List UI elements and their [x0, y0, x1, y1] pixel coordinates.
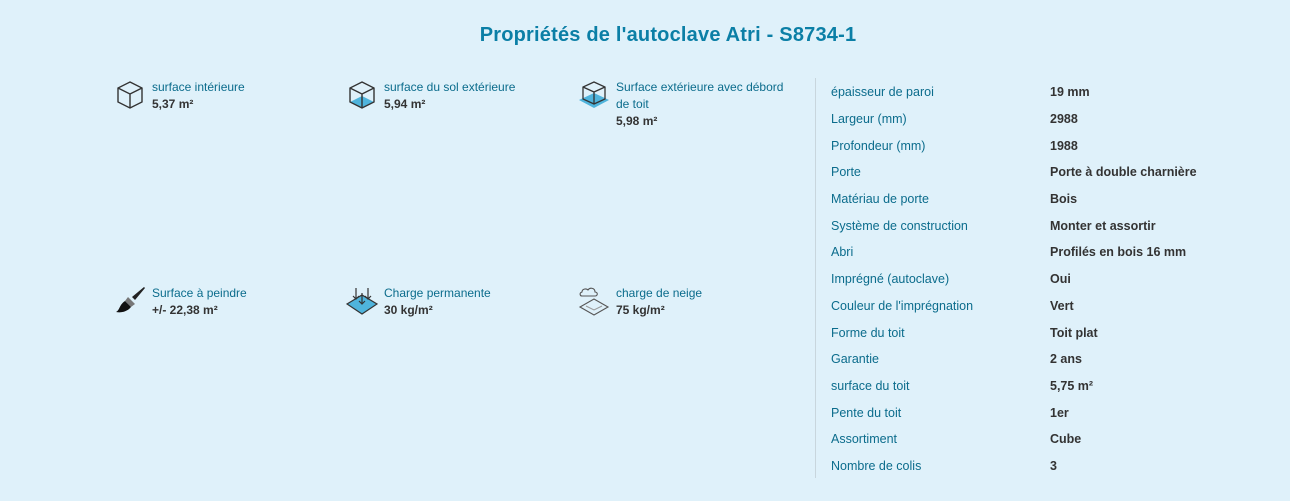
property-key: Nombre de colis: [831, 458, 922, 473]
feature-value: +/- 22,38 m²: [152, 303, 218, 317]
properties-table: [831, 79, 1197, 479]
feature-label: surface intérieure: [152, 80, 245, 94]
property-key: Garantie: [831, 352, 879, 367]
property-value: Bois: [1050, 192, 1078, 207]
property-row: [831, 346, 1197, 373]
property-key: épaisseur de paroi: [831, 85, 934, 100]
property-key: Assortiment: [831, 432, 897, 447]
property-value: Vert: [1050, 298, 1074, 313]
property-value: 1er: [1050, 405, 1069, 420]
feature-value: 75 kg/m²: [616, 303, 665, 317]
cube-icon: [114, 79, 146, 111]
feature-label: charge de neige: [616, 286, 703, 300]
paintbrush-icon: [114, 285, 146, 317]
property-row: [831, 293, 1197, 320]
column-divider: [815, 78, 816, 478]
property-row: [831, 399, 1197, 426]
property-value: Cube: [1050, 432, 1082, 447]
property-value: 2988: [1050, 112, 1078, 127]
property-key: Pente du toit: [831, 405, 902, 420]
property-value: Oui: [1050, 272, 1071, 287]
property-key: Largeur (mm): [831, 112, 907, 127]
property-key: Porte: [831, 165, 861, 180]
property-row: [831, 79, 1197, 106]
property-row: [831, 159, 1197, 186]
property-row: [831, 426, 1197, 453]
feature-value: 5,94 m²: [384, 97, 426, 111]
feature-label: Surface à peindre: [152, 286, 247, 300]
feature-label: surface du sol extérieure: [384, 80, 516, 94]
property-value: Porte à double charnière: [1050, 165, 1197, 180]
permanent-load-icon: [346, 285, 378, 317]
property-value: 5,75 m²: [1050, 378, 1094, 393]
feature-value: 30 kg/m²: [384, 303, 433, 317]
property-key: Forme du toit: [831, 325, 905, 340]
property-key: Matériau de porte: [831, 192, 929, 207]
feature-value: 5,98 m²: [616, 114, 658, 128]
feature-label: Charge permanente: [384, 286, 491, 300]
cube-floor-icon: [346, 79, 378, 111]
property-row: [831, 373, 1197, 400]
property-row: [831, 239, 1197, 266]
property-key: Profondeur (mm): [831, 138, 926, 153]
feature-permanent-load: [346, 285, 559, 319]
property-row: [831, 212, 1197, 239]
property-row: [831, 319, 1197, 346]
feature-exterior-surface-roof: [578, 79, 791, 130]
feature-value: 5,37 m²: [152, 97, 194, 111]
property-row: [831, 186, 1197, 213]
feature-interior-surface: [114, 79, 327, 113]
property-row: [831, 453, 1197, 480]
property-value: Toit plat: [1050, 325, 1098, 340]
property-key: surface du toit: [831, 378, 910, 393]
feature-snow-load: [578, 285, 791, 319]
snow-load-icon: [578, 285, 610, 317]
feature-paint-surface: [114, 285, 327, 319]
feature-label: Surface extérieure avec débord de toit: [616, 80, 784, 111]
property-value: 2 ans: [1050, 352, 1082, 367]
cube-roof-icon: [578, 79, 610, 111]
property-key: Imprégné (autoclave): [831, 272, 950, 287]
page-title: Propriétés de l'autoclave Atri - S8734-1: [479, 24, 857, 46]
property-row: [831, 132, 1197, 159]
property-value: 19 mm: [1050, 85, 1090, 100]
property-value: 3: [1050, 458, 1057, 473]
feature-exterior-floor-surface: [346, 79, 559, 113]
property-value: Monter et assortir: [1050, 218, 1156, 233]
property-row: [831, 106, 1197, 133]
property-key: Couleur de l'imprégnation: [831, 298, 974, 313]
property-value: Profilés en bois 16 mm: [1050, 245, 1187, 260]
property-value: 1988: [1050, 138, 1078, 153]
property-key: Abri: [831, 245, 854, 260]
property-key: Système de construction: [831, 218, 968, 233]
property-row: [831, 266, 1197, 293]
